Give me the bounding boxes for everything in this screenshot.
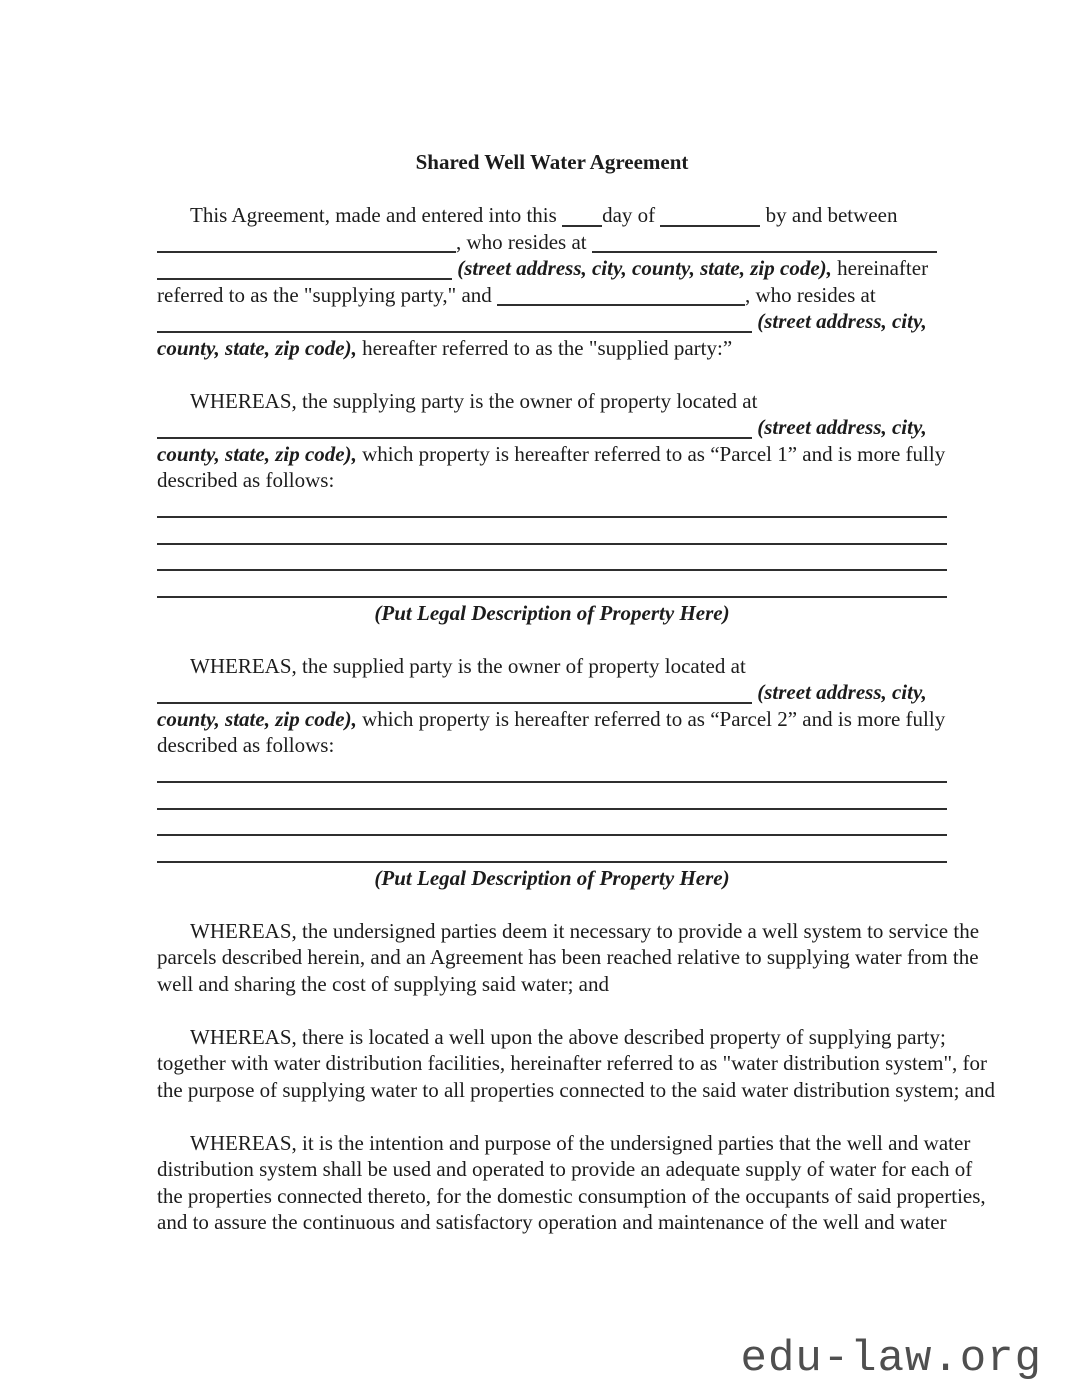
document-line: [157, 282, 955, 309]
text-run: well and sharing the cost of supplying said water; and: [157, 971, 609, 996]
document-line: [157, 759, 955, 786]
fill-in-blank: [497, 288, 745, 306]
fill-in-blank: [157, 792, 947, 810]
text-run: together with water distribution facilities, hereinafter referred to as "water distribution system", for: [157, 1051, 988, 1075]
text-run: (street address, city, county, state, zip code),: [452, 256, 832, 280]
document-line: [157, 547, 955, 574]
text-run: described as follows:: [157, 733, 335, 757]
document-line: [157, 653, 955, 680]
fill-in-blank: [562, 209, 602, 227]
text-run: county, state, zip code),: [157, 335, 357, 360]
document-line: [157, 441, 955, 468]
text-run: WHEREAS, it is the intention and purpose of the undersigned parties that the well and water: [190, 1130, 971, 1155]
fill-in-blank: [157, 421, 752, 439]
text-run: WHEREAS, the undersigned parties deem it necessary to provide a well system to service the: [190, 918, 980, 943]
text-run: by and between: [760, 203, 898, 227]
text-run: described as follows:: [157, 468, 335, 492]
document-line: [157, 520, 955, 547]
document-line: [157, 388, 955, 415]
text-run: which property is hereafter referred to as “Parcel 2” and is more fully: [356, 706, 946, 731]
document-line: [157, 202, 955, 229]
text-run: WHEREAS, there is located a well upon the above described property of supplying party;: [190, 1024, 946, 1049]
document-line: [157, 335, 955, 362]
text-run: hereafter referred to as the "supplied party:”: [356, 335, 733, 360]
text-run: which property is hereafter referred to as “Parcel 1” and is more fully: [356, 441, 946, 466]
document-line: [157, 573, 955, 600]
document-line: [157, 467, 955, 494]
text-run: referred to as the "supplying party," and: [157, 282, 498, 307]
clause-intention-purpose: [157, 1130, 986, 1236]
text-run: the purpose of supplying water to all properties connected to the said water distribution system; and: [157, 1077, 996, 1102]
text-run: and to assure the continuous and satisfactory operation and maintenance of the well and water: [157, 1210, 947, 1234]
fill-in-blank: [157, 235, 456, 253]
document-line: [157, 1130, 971, 1157]
text-run: (street address, city,: [752, 309, 927, 333]
text-run: distribution system shall be used and operated to provide an adequate supply of water for each of: [157, 1157, 973, 1181]
fill-in-blank: [157, 818, 947, 836]
document-line: [157, 308, 955, 335]
clause-supplying-party-property: [157, 388, 955, 494]
document-line: [157, 1183, 986, 1210]
document-line: [157, 971, 955, 998]
fill-in-blank: [157, 262, 452, 280]
text-run: WHEREAS, the supplying party is the owner of property located at: [190, 388, 758, 413]
document-line: [157, 944, 979, 971]
clause-supplied-party-property: [157, 653, 955, 759]
clause-well-location: [157, 1024, 996, 1104]
text-run: county, state, zip code),: [157, 441, 357, 466]
text-run: , who resides at: [456, 229, 592, 254]
text-run: (street address, city,: [752, 680, 927, 704]
clause-well-system-necessity: [157, 918, 980, 998]
legend-legal-description-1: (Put Legal Description of Property Here): [374, 600, 730, 625]
fill-in-blank: [157, 500, 947, 518]
legend-legal-description-2: (Put Legal Description of Property Here): [374, 865, 730, 890]
fill-in-blank: [157, 845, 947, 863]
document-line: [157, 255, 955, 282]
document-line: [157, 1077, 996, 1104]
document-line: [157, 812, 955, 839]
document-line: [157, 679, 955, 706]
legal-description-lines-parcel-1: [157, 494, 955, 600]
document-line: [157, 494, 955, 521]
fill-in-blank: [592, 235, 937, 253]
text-run: county, state, zip code),: [157, 706, 357, 731]
fill-in-blank: [157, 553, 947, 571]
legal-description-lines-parcel-2: [157, 759, 955, 865]
text-run: day of: [602, 203, 661, 227]
document-line: [157, 1209, 955, 1236]
text-run: parcels described herein, and an Agreement has been reached relative to supplying water from the: [157, 945, 979, 969]
paragraph-parties-intro: [157, 202, 955, 361]
text-run: WHEREAS, the supplied party is the owner of property located at: [190, 653, 746, 678]
document-line: [157, 785, 955, 812]
document-line: [157, 1156, 973, 1183]
text-run: This Agreement, made and entered into this: [190, 203, 563, 227]
fill-in-blank: [660, 209, 760, 227]
document-line: [157, 732, 955, 759]
fill-in-blank: [157, 580, 947, 598]
document-line: [157, 1050, 988, 1077]
fill-in-blank: [157, 315, 752, 333]
document-line: [157, 229, 955, 256]
fill-in-blank: [157, 686, 752, 704]
document-line: [157, 1024, 955, 1051]
text-run: (street address, city,: [752, 415, 927, 439]
text-run: the properties connected thereto, for the domestic consumption of the occupants of said properties,: [157, 1183, 986, 1208]
fill-in-blank: [157, 765, 947, 783]
text-run: hereinafter: [831, 256, 929, 280]
document-line: [157, 918, 980, 945]
document-title: Shared Well Water Agreement: [415, 150, 689, 174]
document-line: [157, 706, 955, 733]
text-run: , who resides at: [745, 282, 876, 307]
fill-in-blank: [157, 527, 947, 545]
watermark-edu-law-org: edu-law.org: [740, 1333, 1042, 1384]
document-line: [157, 414, 955, 441]
document-line: [157, 838, 955, 865]
